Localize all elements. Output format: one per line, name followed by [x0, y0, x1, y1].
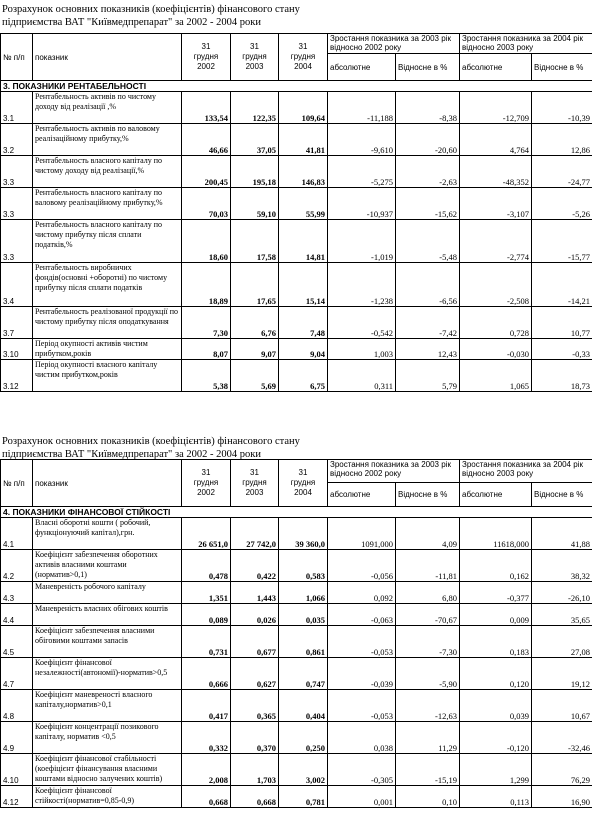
row-index: 4.2 — [1, 550, 33, 582]
row-index: 4.12 — [1, 786, 33, 808]
rel-change-2004: -5,26 — [532, 188, 592, 220]
abs-change-2003: -1,238 — [328, 263, 396, 307]
value-2004: 0,404 — [279, 690, 328, 722]
rel-change-2003: -2,63 — [396, 156, 460, 188]
rel-change-2003: -15,62 — [396, 188, 460, 220]
abs-change-2003: -0,039 — [328, 658, 396, 690]
rel-change-2003: -15,19 — [396, 754, 460, 786]
rel-change-2004: 41,88 — [532, 518, 592, 550]
rel-change-2003: -5,48 — [396, 220, 460, 263]
value-2004: 3,002 — [279, 754, 328, 786]
rel-change-2003: -12,63 — [396, 690, 460, 722]
rel-change-2003: 5,79 — [396, 360, 460, 392]
value-2004: 109,64 — [279, 92, 328, 124]
rel-change-2004: 12,86 — [532, 124, 592, 156]
rel-change-2004: 76,29 — [532, 754, 592, 786]
row-index: 4.7 — [1, 658, 33, 690]
table-1-title-line2: підприємства ВАТ "Київмедпрепарат" за 2002 - 2004 роки — [2, 17, 261, 28]
rel-change-2003: -7,42 — [396, 307, 460, 339]
rel-change-2003: 6,80 — [396, 582, 460, 604]
abs-change-2004: -12,709 — [460, 92, 532, 124]
header-rel-2004: Відносне в % — [532, 54, 592, 81]
abs-change-2003: -10,937 — [328, 188, 396, 220]
abs-change-2003: -11,188 — [328, 92, 396, 124]
abs-change-2003: 0,092 — [328, 582, 396, 604]
value-2003: 9,07 — [231, 339, 279, 360]
abs-change-2003: -0,305 — [328, 754, 396, 786]
abs-change-2004: 11618,000 — [460, 518, 532, 550]
indicator-name: Коефіцієнт маневреності власного капіталу,норматив>0,1 — [33, 690, 182, 722]
rel-change-2004: 27,08 — [532, 626, 592, 658]
value-2003: 122,35 — [231, 92, 279, 124]
rel-change-2003: -8,38 — [396, 92, 460, 124]
value-2002: 0,089 — [182, 604, 231, 626]
rel-change-2004: -0,33 — [532, 339, 592, 360]
abs-change-2004: 0,183 — [460, 626, 532, 658]
value-2002: 70,03 — [182, 188, 231, 220]
value-2002: 46,66 — [182, 124, 231, 156]
value-2002: 133,54 — [182, 92, 231, 124]
value-2002: 18,60 — [182, 220, 231, 263]
abs-change-2004: 1,299 — [460, 754, 532, 786]
row-index: 3.12 — [1, 360, 33, 392]
indicator-name: Власні оборотні кошти ( робочий, функціонуючий капітал),грн. — [33, 518, 182, 550]
table-row — [1, 518, 592, 550]
indicator-name: Період окупності власного капіталу чистим прибутком,років — [33, 360, 182, 392]
rel-change-2003: -7,30 — [396, 626, 460, 658]
table-1-title — [2, 3, 562, 29]
header-rel-2003: Відносне в % — [396, 483, 460, 507]
rel-change-2004: -14,21 — [532, 263, 592, 307]
rel-change-2004: -15,77 — [532, 220, 592, 263]
value-2004: 55,99 — [279, 188, 328, 220]
value-2003: 0,677 — [231, 626, 279, 658]
abs-change-2003: 1091,000 — [328, 518, 396, 550]
table-row — [1, 220, 592, 263]
indicator-name: Період окупності активів чистим прибутком,років — [33, 339, 182, 360]
header-rel-2004: Відносне в % — [532, 483, 592, 507]
table-row — [1, 92, 592, 124]
value-2003: 1,443 — [231, 582, 279, 604]
indicator-name: Маневреність власних обігових коштів — [33, 604, 182, 626]
indicator-name: Рентабельность реалізованої продукції по чистому прибутку після оподаткування — [33, 307, 182, 339]
header-date-2002: 31 грудня 2002 — [182, 460, 231, 507]
abs-change-2003: 0,311 — [328, 360, 396, 392]
rel-change-2003: -70,67 — [396, 604, 460, 626]
header-num: № п/п — [1, 34, 33, 81]
value-2004: 41,81 — [279, 124, 328, 156]
abs-change-2004: 4,764 — [460, 124, 532, 156]
abs-change-2003: -0,056 — [328, 550, 396, 582]
header-date-2004: 31 грудня 2004 — [279, 460, 328, 507]
header-growth-2004: Зростання показника за 2004 рік відносно 2003 року — [460, 460, 592, 483]
value-2002: 0,731 — [182, 626, 231, 658]
value-2004: 0,583 — [279, 550, 328, 582]
row-index: 4.9 — [1, 722, 33, 754]
abs-change-2004: 1,065 — [460, 360, 532, 392]
rel-change-2004: 19,12 — [532, 658, 592, 690]
abs-change-2003: -0,053 — [328, 626, 396, 658]
value-2002: 0,332 — [182, 722, 231, 754]
rel-change-2003: 4,09 — [396, 518, 460, 550]
indicator-name: Рентабельность активів по чистому доходу від реалізації ,% — [33, 92, 182, 124]
table-row — [1, 690, 592, 722]
table-row — [1, 582, 592, 604]
value-2003: 37,05 — [231, 124, 279, 156]
indicator-name: Коефіцієнт забезпечення оборотних активів власними коштами (норматив>0,1) — [33, 550, 182, 582]
table-row — [1, 156, 592, 188]
value-2003: 0,627 — [231, 658, 279, 690]
abs-change-2004: -48,352 — [460, 156, 532, 188]
abs-change-2004: 0,009 — [460, 604, 532, 626]
rel-change-2004: 16,90 — [532, 786, 592, 808]
row-index: 3.1 — [1, 92, 33, 124]
value-2003: 0,668 — [231, 786, 279, 808]
abs-change-2004: -0,377 — [460, 582, 532, 604]
indicator-name: Рентабельность активів по валовому реалізаційному прибутку,% — [33, 124, 182, 156]
header-name: показник — [33, 460, 182, 507]
rel-change-2004: 10,67 — [532, 690, 592, 722]
abs-change-2004: -2,508 — [460, 263, 532, 307]
value-2003: 27 742,0 — [231, 518, 279, 550]
value-2004: 15,14 — [279, 263, 328, 307]
row-index: 3.3 — [1, 188, 33, 220]
table-row — [1, 604, 592, 626]
header-growth-2003: Зростання показника за 2003 рік відносно 2002 року — [328, 34, 460, 54]
row-index: 3.7 — [1, 307, 33, 339]
value-2002: 5,38 — [182, 360, 231, 392]
value-2003: 0,370 — [231, 722, 279, 754]
section-title: 3. ПОКАЗНИКИ РЕНТАБЕЛЬНОСТІ — [1, 81, 592, 92]
value-2004: 6,75 — [279, 360, 328, 392]
table-2-title-line1: Розрахунок основних показників (коефіцієнтів) фінансового стану — [2, 436, 300, 447]
abs-change-2004: -0,120 — [460, 722, 532, 754]
rel-change-2004: -26,10 — [532, 582, 592, 604]
value-2002: 0,478 — [182, 550, 231, 582]
value-2002: 7,30 — [182, 307, 231, 339]
header-name: показник — [33, 34, 182, 81]
indicator-name: Коефіцієнт концентрації позикового капіталу, норматив <0,5 — [33, 722, 182, 754]
row-index: 3.3 — [1, 156, 33, 188]
table-row — [1, 550, 592, 582]
rel-change-2004: -24,77 — [532, 156, 592, 188]
value-2003: 6,76 — [231, 307, 279, 339]
value-2002: 0,417 — [182, 690, 231, 722]
row-index: 4.3 — [1, 582, 33, 604]
row-index: 3.3 — [1, 220, 33, 263]
rel-change-2004: 18,73 — [532, 360, 592, 392]
abs-change-2004: 0,039 — [460, 690, 532, 722]
value-2004: 0,781 — [279, 786, 328, 808]
table-row — [1, 188, 592, 220]
table-2-title — [2, 435, 562, 461]
rel-change-2003: 12,43 — [396, 339, 460, 360]
abs-change-2003: 1,003 — [328, 339, 396, 360]
value-2003: 0,365 — [231, 690, 279, 722]
indicator-name: Коефіцієнт фінансової стійкості(норматив=0,85-0,9) — [33, 786, 182, 808]
row-index: 4.10 — [1, 754, 33, 786]
header-date-2004: 31 грудня 2004 — [279, 34, 328, 81]
financial-stability-table — [0, 459, 592, 808]
value-2004: 7,48 — [279, 307, 328, 339]
value-2002: 18,89 — [182, 263, 231, 307]
header-date-2003: 31 грудня 2003 — [231, 34, 279, 81]
abs-change-2003: -0,063 — [328, 604, 396, 626]
rel-change-2003: 0,10 — [396, 786, 460, 808]
rel-change-2004: -10,39 — [532, 92, 592, 124]
header-abs-2003: абсолютне — [328, 483, 396, 507]
abs-change-2003: -5,275 — [328, 156, 396, 188]
value-2003: 0,026 — [231, 604, 279, 626]
value-2002: 8,07 — [182, 339, 231, 360]
row-index: 3.4 — [1, 263, 33, 307]
value-2002: 0,666 — [182, 658, 231, 690]
row-index: 4.8 — [1, 690, 33, 722]
abs-change-2003: 0,001 — [328, 786, 396, 808]
value-2003: 1,703 — [231, 754, 279, 786]
abs-change-2004: -3,107 — [460, 188, 532, 220]
abs-change-2004: -2,774 — [460, 220, 532, 263]
indicator-name: Коефіцієнт фінансової стабільності (коефіцієнт фінансування власними коштами відносно залучених коштів) — [33, 754, 182, 786]
header-date-2002: 31 грудня 2002 — [182, 34, 231, 81]
value-2003: 5,69 — [231, 360, 279, 392]
section-title: 4. ПОКАЗНИКИ ФІНАНСОВОЇ СТІЙКОСТІ — [1, 507, 592, 518]
profitability-table — [0, 33, 592, 392]
row-index: 3.2 — [1, 124, 33, 156]
rel-change-2003: -20,60 — [396, 124, 460, 156]
indicator-name: Маневреність робочого капіталу — [33, 582, 182, 604]
abs-change-2003: 0,038 — [328, 722, 396, 754]
value-2002: 200,45 — [182, 156, 231, 188]
value-2003: 59,10 — [231, 188, 279, 220]
indicator-name: Рентабельность власного капіталу по чистому прибутку після сплати податків,% — [33, 220, 182, 263]
header-abs-2004: абсолютне — [460, 54, 532, 81]
table-row — [1, 339, 592, 360]
table-row — [1, 658, 592, 690]
header-growth-2003: Зростання показника за 2003 рік відносно 2002 року — [328, 460, 460, 483]
value-2003: 17,65 — [231, 263, 279, 307]
rel-change-2004: 10,77 — [532, 307, 592, 339]
rel-change-2004: -32,46 — [532, 722, 592, 754]
indicator-name: Рентабельность виробничих фондів(основні +оборотні) по чистому прибутку після сплати податків — [33, 263, 182, 307]
row-index: 4.4 — [1, 604, 33, 626]
value-2002: 0,668 — [182, 786, 231, 808]
rel-change-2004: 38,32 — [532, 550, 592, 582]
abs-change-2004: 0,162 — [460, 550, 532, 582]
value-2002: 1,351 — [182, 582, 231, 604]
table-1-title-line1: Розрахунок основних показників (коефіцієнтів) фінансового стану — [2, 4, 300, 15]
value-2002: 26 651,0 — [182, 518, 231, 550]
abs-change-2004: 0,120 — [460, 658, 532, 690]
rel-change-2004: 35,65 — [532, 604, 592, 626]
header-growth-2004: Зростання показника за 2004 рік відносно 2003 року — [460, 34, 592, 54]
indicator-name: Коефіцієнт фінансової незалежності(автономії)-норматив>0,5 — [33, 658, 182, 690]
value-2004: 9,04 — [279, 339, 328, 360]
header-rel-2003: Відносне в % — [396, 54, 460, 81]
abs-change-2004: 0,728 — [460, 307, 532, 339]
header-date-2003: 31 грудня 2003 — [231, 460, 279, 507]
abs-change-2003: -0,053 — [328, 690, 396, 722]
value-2004: 1,066 — [279, 582, 328, 604]
value-2003: 0,422 — [231, 550, 279, 582]
row-index: 3.10 — [1, 339, 33, 360]
indicator-name: Рентабельность власного капіталу по валовому реалізаційному прибутку,% — [33, 188, 182, 220]
value-2004: 14,81 — [279, 220, 328, 263]
value-2004: 0,861 — [279, 626, 328, 658]
abs-change-2003: -9,610 — [328, 124, 396, 156]
value-2004: 39 360,0 — [279, 518, 328, 550]
rel-change-2003: -6,56 — [396, 263, 460, 307]
table-row — [1, 307, 592, 339]
indicator-name: Рентабельность власного капіталу по чистому доходу від реалізації,% — [33, 156, 182, 188]
value-2004: 0,747 — [279, 658, 328, 690]
table-2-title-line2: підприємства ВАТ "Київмедпрепарат" за 2002 - 2004 роки — [2, 449, 261, 460]
table-row — [1, 722, 592, 754]
abs-change-2003: -1,019 — [328, 220, 396, 263]
table-row — [1, 754, 592, 786]
value-2004: 0,035 — [279, 604, 328, 626]
row-index: 4.1 — [1, 518, 33, 550]
table-row — [1, 360, 592, 392]
rel-change-2003: 11,29 — [396, 722, 460, 754]
value-2003: 17,58 — [231, 220, 279, 263]
header-abs-2004: абсолютне — [460, 483, 532, 507]
table-row — [1, 263, 592, 307]
table-row — [1, 124, 592, 156]
row-index: 4.5 — [1, 626, 33, 658]
table-row — [1, 786, 592, 808]
abs-change-2004: -0,030 — [460, 339, 532, 360]
rel-change-2003: -11,81 — [396, 550, 460, 582]
value-2003: 195,18 — [231, 156, 279, 188]
rel-change-2003: -5,90 — [396, 658, 460, 690]
indicator-name: Коефіцієнт забезпечення власними обіговими коштами запасів — [33, 626, 182, 658]
abs-change-2004: 0,113 — [460, 786, 532, 808]
header-num: № п/п — [1, 460, 33, 507]
abs-change-2003: -0,542 — [328, 307, 396, 339]
table-row — [1, 626, 592, 658]
value-2004: 146,83 — [279, 156, 328, 188]
value-2004: 0,250 — [279, 722, 328, 754]
header-abs-2003: абсолютне — [328, 54, 396, 81]
value-2002: 2,008 — [182, 754, 231, 786]
